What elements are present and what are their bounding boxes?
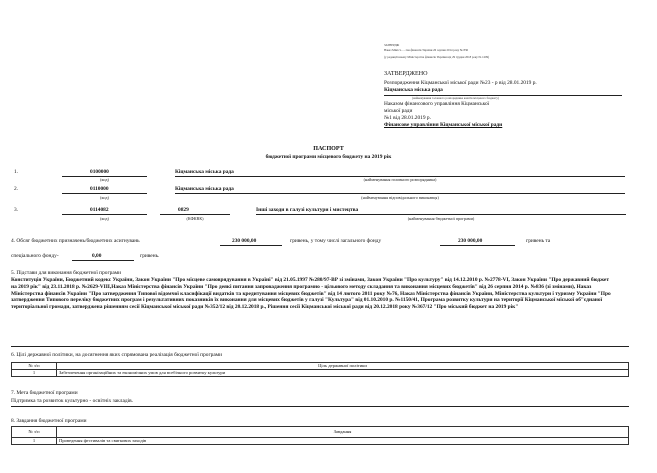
table-row [12,438,629,445]
section4-amount3: 0,00 [92,253,102,259]
section5-body: Конституція України, Бюджетний кодекс України, Закон України "Про місцеве самоврядування в Україні" від 21.05.1997 №280/97-ВР зі змінами, Закон України "Про культуру" від 14.12.2010 р. №2778-VI, Закон України "Про державний бюджет на 2019 рік" від 23.11.2018 р. №2629-VIII,Наказ Міністерства фінансів України "Про деякі питання запровадження програмно - цільового методу складання та виконання місцевих бюджетів" від 26 серпня 2014 р. №836 (зі змінами), Наказ Міністерства фінансів України "Про затвердження Типової відомчої класифікації видатків та кредитування місцевих бюджетів" від 14 лютого 2011 року №76, Наказ Міністерства фінансів України, Міністерства культури і туризму України "Про затвердження Типового переліку бюджетних програм і результативних показників їх виконання для місцевих бюджетів у галузі "Культура" від 01.10.2010 р. №1150/41, Програма розвитку культури на території Кіцманської міської об"єднаної територіальної громади, затверджена рішенням сесії Кіцманської міської ради №352/12 від 20.12.2018 р., Рішення сесії Кіцманської міської ради від 20.12.2018 року №367/12 "Про міський бюджет на 2019 рік" [11,277,611,311]
tasks-table-header [12,427,629,438]
goals-table [11,362,629,377]
row2-name-note: (найменування відповідального виконавця) [361,195,439,200]
section7-heading: 7. Мета бюджетної програми [11,390,78,396]
approved-order2-line2: міської ради [384,108,413,114]
section6-heading: 6. Цілі державної політики, на досягнення яких спрямована реалізація бюджетної програми [11,352,223,358]
row1-code-note: (код) [100,177,109,182]
goals-col-goal: Ціль державної політики [57,363,629,370]
tasks-col-num: № з/п [12,427,57,438]
section4-amount1: 230 000,00 [232,238,257,244]
row2-number: 2. [14,186,19,192]
goals-col-num: № з/п [12,363,57,370]
row3-code: 0114082 [90,207,109,213]
tasks-row-text: Проведення фестивалів та святкових заходів [57,438,629,445]
row2-code-note: (код) [100,195,109,200]
row1-name: Кіцманська міська рада [175,169,234,175]
row1-name-note: (найменування головного розпорядника) [363,177,437,182]
approved-org2: Фінансове управління Кіцманської міської ради [384,122,503,128]
section4-text2: гривень, у тому числі загального фонду [290,238,382,244]
row2-code: 0110000 [90,186,109,192]
section8-heading: 8. Завдання бюджетної програми [11,418,87,424]
passport-title: ПАСПОРТ [313,146,344,152]
goals-row-text: Забезпечення організаційних та економічних умов для всебічного розвитку культури [57,370,629,377]
goals-row-num: 1 [12,370,57,377]
table-row [12,370,629,377]
row1-code: 0100000 [90,169,109,175]
approval-note-line1: ЗАТВЕРДЖ [384,43,400,47]
section5-heading: 5. Підстави для виконання бюджетної програми [11,270,122,276]
row3-name-note: (найменування бюджетної програми) [407,216,475,221]
section4-amount2: 230 000,00 [458,238,483,244]
approved-title: ЗАТВЕРДЖЕНО [384,71,428,77]
row3-fkvk: 0829 [178,207,189,213]
row3-number: 3. [14,207,19,213]
row3-code-note: (код) [100,216,109,221]
section7-text: Підтримка та розвиток культурно - освітніх закладів. [11,398,133,404]
section4-text3: гривень та [526,238,551,244]
approval-note-line2: Наказ Мініст... ...тва фінансів України 26 серпня 2014 року № 836 [384,48,468,52]
tasks-table [11,426,629,445]
approved-org1: Кіцманська міська рада [384,87,443,93]
tasks-row-num: 1 [12,438,57,445]
approval-note-line3: (у редакції наказу Міністерства фінансів України від 29 грудня 2018 року № 1209) [384,55,490,59]
section4-text1: 4. Обсяг бюджетних призначень/бюджетних асигнувань [11,238,140,244]
approved-order1: Розпорядження Кіцманської міської ради №23 - р від 28.01.2019 р. [384,80,537,86]
approved-order2-line3: №1 від 28.01.2019 р. [384,115,431,121]
row3-name: Інші заходи в галузі культури і мистецтва [256,207,359,213]
row3-fkvk-note: (КФКВК) [186,216,204,221]
section4-text4: спеціального фонду- [11,253,59,259]
approved-org1-note: (найменування головного розпорядника коштів місцевого бюджету) [412,96,499,100]
row2-name: Кіцманська міська рада [175,186,234,192]
goals-table-header [12,363,629,370]
row1-number: 1. [14,169,19,175]
approved-order2-line1: Наказом фінансового управління Кіцманської [384,101,490,107]
section4-text5: гривень. [140,253,160,259]
tasks-col-task: Завдання [57,427,629,438]
passport-subtitle: бюджетної програми місцевого бюджету на 2019 рік [265,154,392,160]
